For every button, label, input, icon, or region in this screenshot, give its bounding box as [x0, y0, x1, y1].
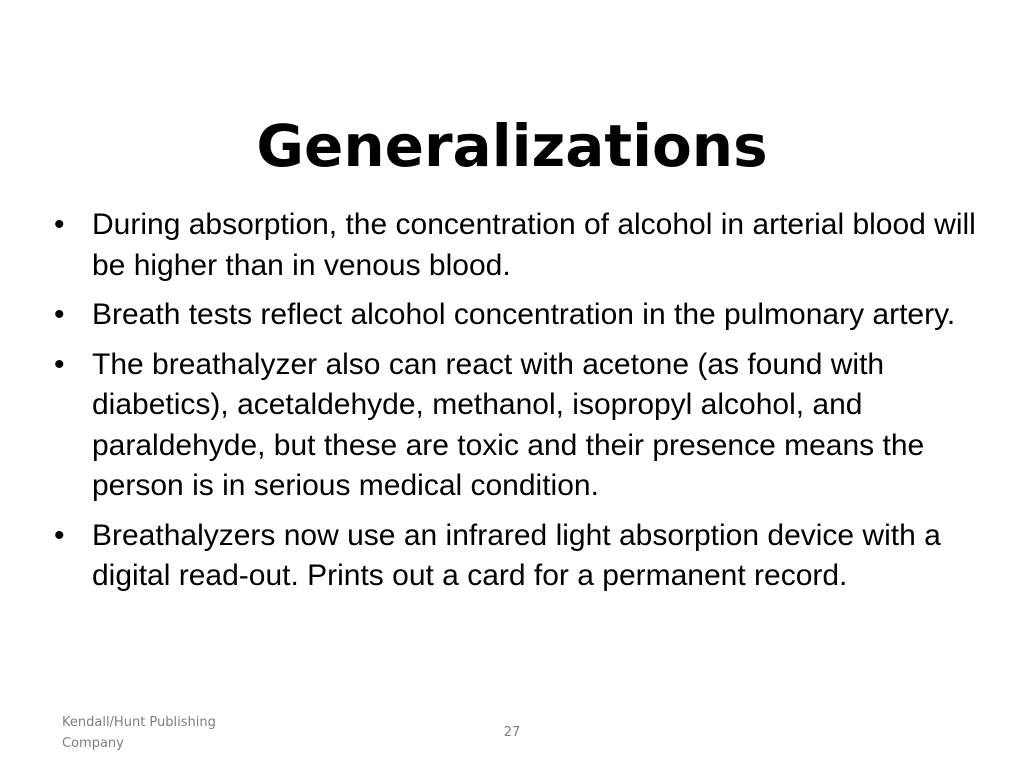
- bullet-text: Breathalyzers now use an infrared light absorption device with a digital read-out. Prints out a card for a permanent record.: [92, 518, 941, 592]
- slide-title: Generalizations: [256, 112, 768, 180]
- page-number: 27: [503, 725, 521, 740]
- bullet-list: [50, 205, 985, 606]
- bullet-icon: •: [54, 347, 65, 381]
- bullet-text: Breath tests reflect alcohol concentration in the pulmonary artery.: [92, 298, 956, 331]
- footer-publisher: Kendall/Hunt Publishing Company: [62, 715, 216, 751]
- bullet-icon: •: [54, 518, 65, 552]
- bullet-item: [50, 516, 985, 597]
- bullet-icon: •: [54, 208, 65, 241]
- bullet-icon: •: [54, 298, 65, 331]
- bullet-text: During absorption, the concentration of alcohol in arterial blood will be higher than in venous blood.: [92, 208, 976, 282]
- bullet-item: [50, 205, 985, 286]
- bullet-item: [50, 345, 985, 507]
- bullet-item: [50, 295, 985, 336]
- bullet-text: The breathalyzer also can react with acetone (as found with diabetics), acetaldehyde, methanol, isopropyl alcohol, and paraldehyde, but these are toxic and their presence means the person is in serious medical condition.: [92, 347, 925, 502]
